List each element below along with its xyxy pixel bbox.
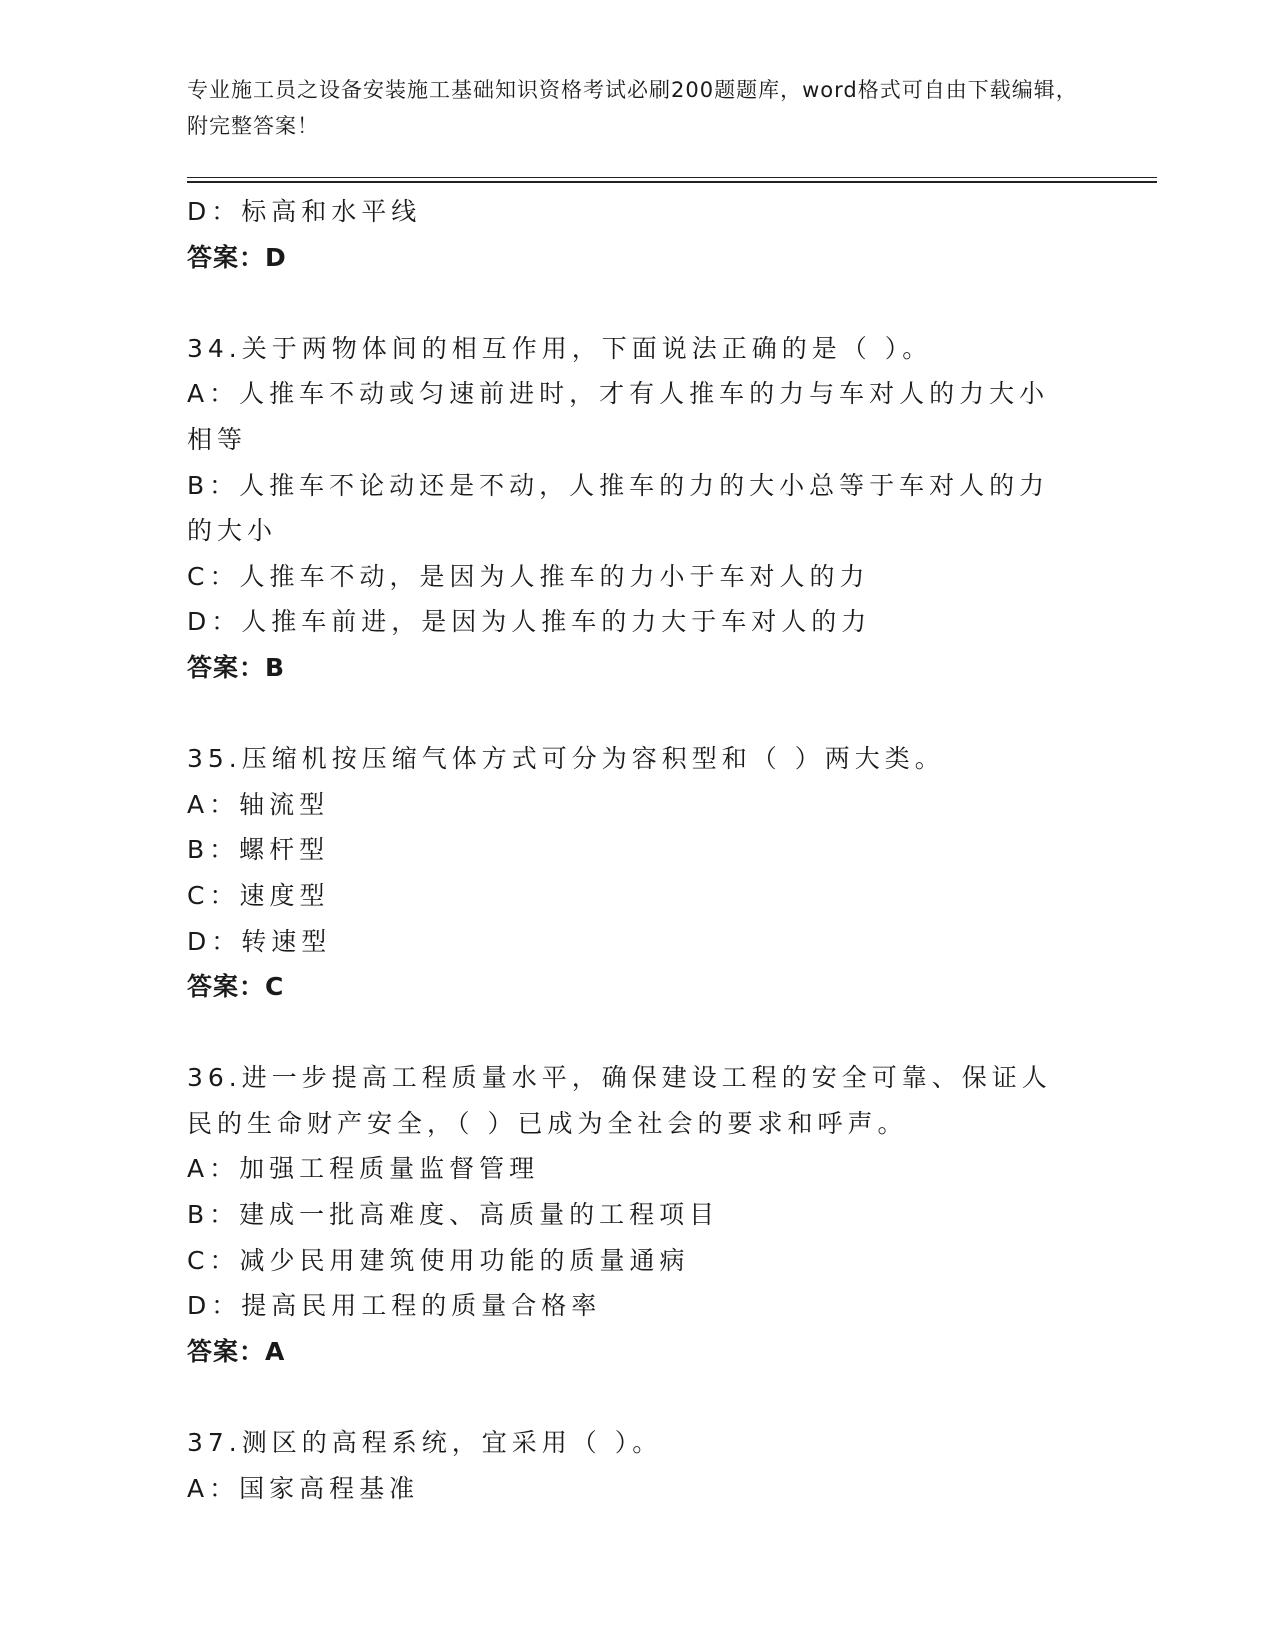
question-stem-34: 34.关于两物体间的相互作用，下面说法正确的是（ ）。 xyxy=(187,333,933,363)
option-a: A：国家高程基准 xyxy=(187,1473,420,1503)
question-stem-35: 35.压缩机按压缩气体方式可分为容积型和（ ）两大类。 xyxy=(187,744,945,774)
option-c: C：减少民用建筑使用功能的质量通病 xyxy=(187,1245,690,1275)
option-a: A：轴流型 xyxy=(187,789,330,819)
option-d: D：提高民用工程的质量合格率 xyxy=(187,1291,602,1321)
spacer xyxy=(187,691,1077,737)
question-stem-36: 36.进一步提高工程质量水平，确保建设工程的安全可靠、保证人民的生命财产安全，（ ）已成为全社会的要求和呼声。 xyxy=(187,1063,1052,1138)
header-divider-thick xyxy=(187,181,1157,183)
spacer xyxy=(187,1010,1077,1056)
option-d: D：人推车前进，是因为人推车的力大于车对人的力 xyxy=(187,607,872,637)
question-stem-37: 37.测区的高程系统，宜采用（ ）。 xyxy=(187,1428,663,1458)
option-b: B：人推车不论动还是不动，人推车的力的大小总等于车对人的力的大小 xyxy=(187,470,1050,546)
option-c: C：人推车不动，是因为人推车的力小于车对人的力 xyxy=(187,561,870,591)
answer: 答案：A xyxy=(187,1336,286,1366)
spacer xyxy=(187,1374,1077,1420)
answer: 答案：D xyxy=(187,242,287,272)
option-b: B：建成一批高难度、高质量的工程项目 xyxy=(187,1200,720,1230)
option-b: B：螺杆型 xyxy=(187,835,330,865)
header-divider-thin xyxy=(187,177,1157,178)
document-header: 专业施工员之设备安装施工基础知识资格考试必刷200题题库，word格式可自由下载编辑，附完整答案！ xyxy=(187,78,1078,138)
option-d: D：标高和水平线 xyxy=(187,197,422,226)
answer: 答案：C xyxy=(187,972,285,1002)
option-c: C：速度型 xyxy=(187,880,330,910)
option-a: A：人推车不动或匀速前进时，才有人推车的力与车对人的力大小相等 xyxy=(187,379,1050,454)
option-d: D：转速型 xyxy=(187,926,332,956)
answer: 答案：B xyxy=(187,652,286,682)
option-a: A：加强工程质量监督管理 xyxy=(187,1154,540,1184)
question-list xyxy=(187,189,1077,1511)
spacer xyxy=(187,280,1077,326)
